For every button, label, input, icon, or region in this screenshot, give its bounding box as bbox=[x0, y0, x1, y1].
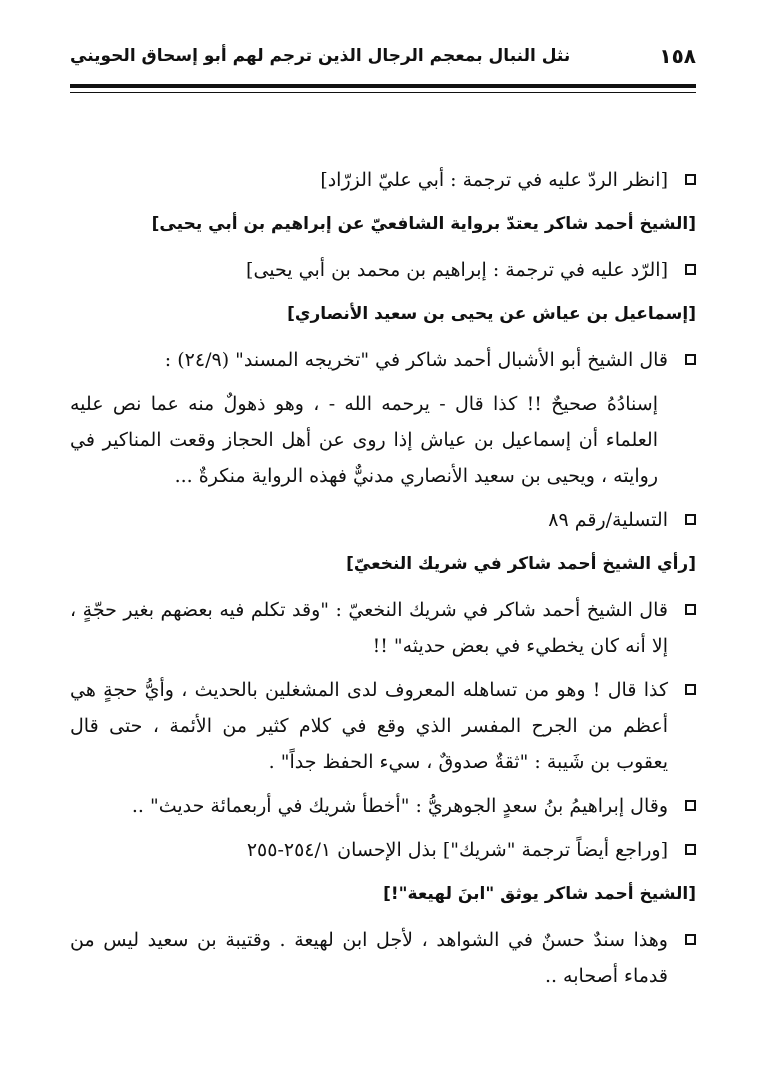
page-header bbox=[70, 36, 696, 76]
square-bullet-icon bbox=[685, 800, 696, 811]
square-bullet-icon bbox=[685, 354, 696, 365]
square-bullet-icon bbox=[685, 514, 696, 525]
section-heading: [الشيخ أحمد شاكر يوثق "ابنَ لهيعة"!] bbox=[383, 884, 696, 904]
square-bullet-icon bbox=[685, 684, 696, 695]
list-item bbox=[70, 592, 696, 664]
square-bullet-icon bbox=[685, 934, 696, 945]
list-item-text: [وراجع أيضاً ترجمة "شريك"] بذل الإحسان ٢٥٤/١-٢٥٥ bbox=[246, 839, 668, 861]
list-item-text: قال الشيخ أبو الأشبال أحمد شاكر في "تخريجه المسند" (٢٤/٩) : bbox=[164, 349, 668, 371]
list-item bbox=[70, 672, 696, 780]
running-title: نثل النبال بمعجم الرجال الذين ترجم لهم أبو إسحاق الحويني bbox=[70, 46, 571, 66]
section-heading: [الشيخ أحمد شاكر يعتدّ برواية الشافعيّ عن إبراهيم بن أبي يحيى] bbox=[151, 214, 696, 234]
list-item-text: كذا قال ! وهو من تساهله المعروف لدى المشغلين بالحديث ، وأيُّ حجةٍ هي أعظم من الجرح المفسر الذي وقع في كلام كثير من الأئمة ، حتى قال يعقوب بن شَيبة : "ثقةٌ صدوقٌ ، سيء الحفظ جداً" . bbox=[70, 679, 668, 773]
list-item bbox=[70, 162, 696, 198]
list-item bbox=[70, 788, 696, 824]
list-item bbox=[70, 252, 696, 288]
page-number: ١٥٨ bbox=[659, 44, 696, 68]
list-item-text: وهذا سندٌ حسنٌ في الشواهد ، لأجل ابن لهيعة . وقتيبة بن سعيد ليس من قدماء أصحابه .. bbox=[70, 929, 668, 987]
list-item bbox=[70, 342, 696, 378]
list-item bbox=[70, 832, 696, 868]
header-rule-thick bbox=[70, 84, 696, 88]
square-bullet-icon bbox=[685, 174, 696, 185]
list-item-text: التسلية/رقم ٨٩ bbox=[548, 509, 668, 531]
section-heading: [إسماعيل بن عياش عن يحيى بن سعيد الأنصاري] bbox=[287, 304, 696, 324]
square-bullet-icon bbox=[685, 264, 696, 275]
header-rule-thin bbox=[70, 92, 696, 93]
page-body bbox=[70, 162, 696, 1002]
section-heading: [رأي الشيخ أحمد شاكر في شريك النخعيّ] bbox=[346, 554, 696, 574]
quoted-passage: إسنادُهُ صحيحٌ !! كذا قال - يرحمه الله - ، وهو ذهولٌ منه عما نص عليه العلماء أن إسماعيل بن عياش إذا روى عن أهل الحجاز وقعت المناكير في روايته ، ويحيى بن سعيد الأنصاري مدنيٌّ فهذه الرواية منكرةٌ ... bbox=[70, 393, 658, 487]
list-item-text: [انظر الردّ عليه في ترجمة : أبي عليّ الزرّاد] bbox=[320, 169, 668, 191]
square-bullet-icon bbox=[685, 844, 696, 855]
square-bullet-icon bbox=[685, 604, 696, 615]
list-item bbox=[70, 502, 696, 538]
list-item-text: وقال إبراهيمُ بنُ سعدٍ الجوهريُّ : "أخطأ شريك في أربعمائة حديث" .. bbox=[131, 795, 668, 817]
list-item-text: [الرّد عليه في ترجمة : إبراهيم بن محمد بن أبي يحيى] bbox=[246, 259, 668, 281]
list-item bbox=[70, 922, 696, 994]
list-item-text: قال الشيخ أحمد شاكر في شريك النخعيّ : "وقد تكلم فيه بعضهم بغير حجّةٍ ، إلا أنه كان يخطيء في بعض حديثه" !! bbox=[70, 599, 668, 657]
